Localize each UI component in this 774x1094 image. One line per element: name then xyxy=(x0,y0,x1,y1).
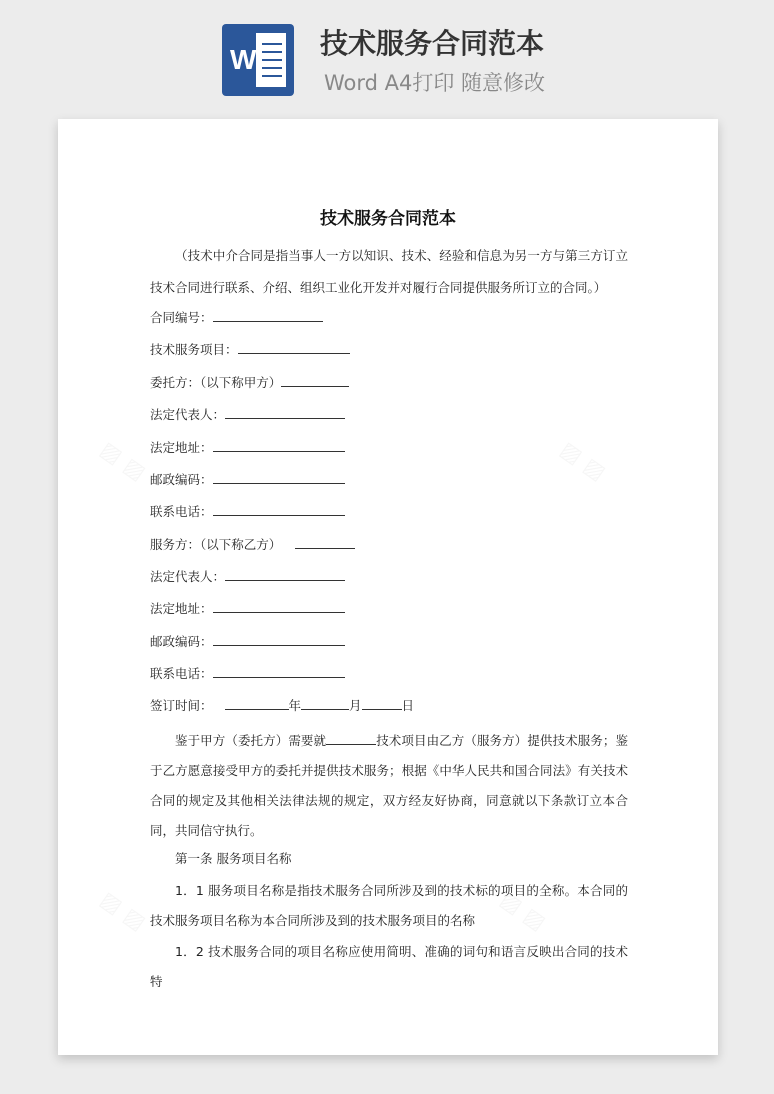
field-sign-date xyxy=(150,695,628,716)
month-label: 月 xyxy=(349,698,362,713)
field-label: 委托方：（以下称甲方） xyxy=(150,375,282,390)
field-label: 法定代表人： xyxy=(150,407,226,422)
field-label: 邮政编码： xyxy=(150,634,213,649)
day-label: 日 xyxy=(401,698,415,713)
word-document-icon xyxy=(222,24,294,96)
blank-line[interactable] xyxy=(213,307,323,322)
blank-line[interactable] xyxy=(213,631,345,646)
field-client xyxy=(150,372,628,393)
watermark-mark xyxy=(95,887,150,936)
field-label: 法定地址： xyxy=(150,440,213,455)
header-subtitle: Word A4打印 随意修改 xyxy=(324,71,546,95)
field-contract-number xyxy=(150,307,628,328)
blank-day[interactable] xyxy=(362,695,402,710)
year-label: 年 xyxy=(288,698,302,713)
field-provider-address xyxy=(150,598,628,619)
field-label: 法定地址： xyxy=(150,601,213,616)
blank-month[interactable] xyxy=(301,695,349,710)
intro-paragraph: （技术中介合同是指当事人一方以知识、技术、经验和信息为另一方与第三方订立技术合同进行联系、介绍、组织工业化开发并对履行合同提供服务所订立的合同。） xyxy=(150,248,628,295)
blank-line[interactable] xyxy=(213,663,345,678)
clause-1-2: 1．2 技术服务合同的项目名称应使用简明、准确的词句和语言反映出合同的技术特 xyxy=(150,944,628,989)
field-label: 联系电话： xyxy=(150,666,213,681)
clause-1-1: 1．1 服务项目名称是指技术服务合同所涉及到的技术标的项目的全称。本合同的技术服务项目名称为本合同所涉及到的技术服务项目的名称 xyxy=(150,883,628,928)
field-label: 联系电话： xyxy=(150,504,213,519)
field-provider-representative xyxy=(150,566,628,587)
preamble-text-2: 技术项目由乙方（服务方）提供技术服务；鉴于乙方愿意接受甲方的委托并提供技术服务；根据《中华人民共和国合同法》有关技术合同的规定及其他相关法律法规的规定，双方经友好协商，同意就以下条款订立本合同，共同信守执行。 xyxy=(150,733,628,838)
header-title: 技术服务合同范本 xyxy=(320,27,545,60)
article-1-title: 第一条 服务项目名称 xyxy=(175,851,292,866)
blank-line[interactable] xyxy=(281,372,349,387)
field-client-address xyxy=(150,437,628,458)
preamble-paragraph xyxy=(150,726,628,846)
document-title: 技术服务合同范本 xyxy=(320,209,456,229)
field-label: 签订时间： xyxy=(150,698,213,713)
field-client-representative xyxy=(150,404,628,425)
field-label: 法定代表人： xyxy=(150,569,226,584)
preamble-text-1: 鉴于甲方（委托方）需要就 xyxy=(175,733,327,748)
blank-line[interactable] xyxy=(326,730,376,745)
field-label: 服务方：（以下称乙方） xyxy=(150,537,282,552)
field-client-phone xyxy=(150,501,628,522)
blank-line[interactable] xyxy=(213,501,345,516)
blank-line[interactable] xyxy=(295,534,355,549)
field-label: 合同编号： xyxy=(150,310,213,325)
document-page xyxy=(58,119,718,1055)
word-icon-letter: W xyxy=(230,44,257,75)
blank-line[interactable] xyxy=(213,598,345,613)
field-provider-phone xyxy=(150,663,628,684)
field-provider xyxy=(150,534,628,555)
word-page-shape xyxy=(256,33,286,87)
blank-line[interactable] xyxy=(238,339,350,354)
field-provider-postcode xyxy=(150,631,628,652)
blank-line[interactable] xyxy=(213,437,345,452)
field-label: 邮政编码： xyxy=(150,472,213,487)
field-service-project xyxy=(150,339,628,360)
watermark-mark xyxy=(95,437,150,486)
field-client-postcode xyxy=(150,469,628,490)
blank-line[interactable] xyxy=(225,566,345,581)
blank-line[interactable] xyxy=(213,469,345,484)
blank-line[interactable] xyxy=(225,404,345,419)
blank-year[interactable] xyxy=(225,695,289,710)
page-header xyxy=(0,0,774,110)
field-label: 技术服务项目： xyxy=(150,342,238,357)
